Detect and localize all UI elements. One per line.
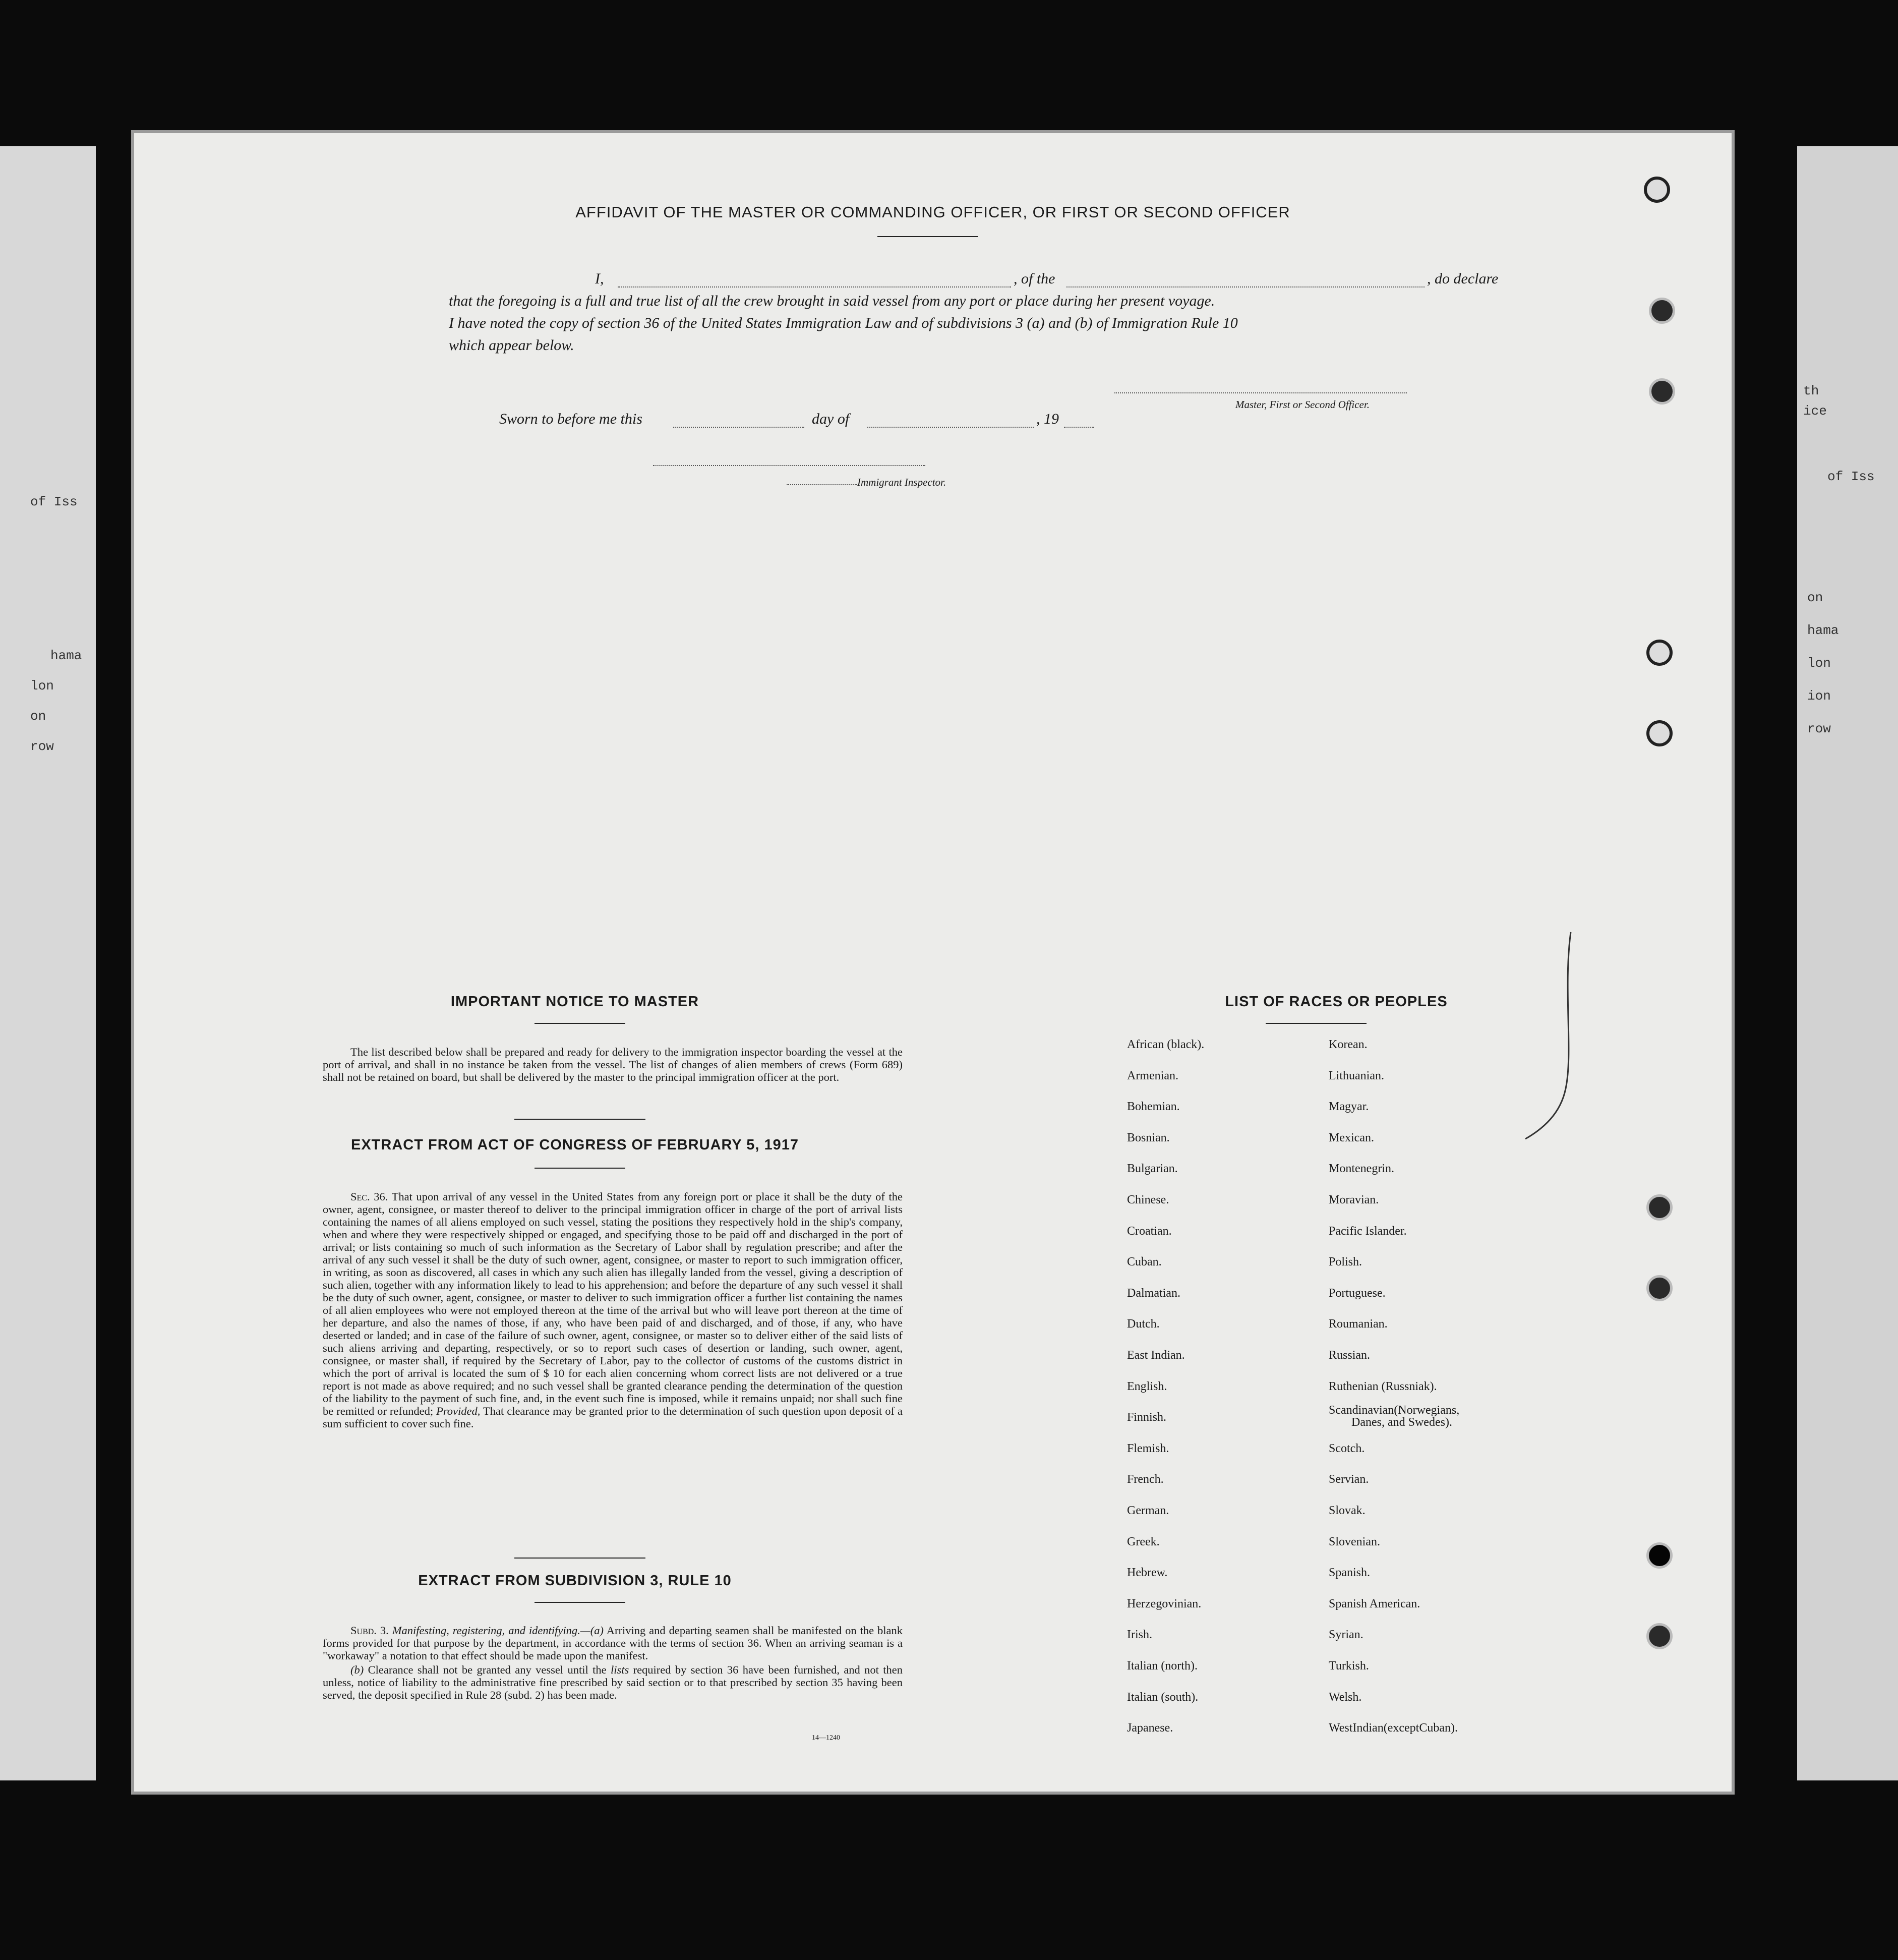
affidavit-line1 — [466, 270, 1556, 291]
race-item: Danes, and Swedes). — [1351, 1416, 1452, 1429]
punch-hole — [1646, 1542, 1673, 1569]
edge-text: lon — [1807, 656, 1831, 671]
race-item: Polish. — [1329, 1255, 1362, 1269]
i-label: I, — [595, 270, 604, 287]
edge-text: of Iss — [1827, 469, 1875, 484]
edge-text: lon — [30, 678, 54, 694]
affidavit-title: AFFIDAVIT OF THE MASTER OR COMMANDING OFFICER, OR FIRST OR SECOND OFFICER — [575, 203, 1290, 221]
race-item: Herzegovinian. — [1127, 1597, 1202, 1610]
adjacent-page-right — [1797, 146, 1898, 1780]
punch-hole — [1646, 720, 1673, 746]
day-field[interactable] — [673, 427, 804, 428]
year-label: , 19 — [1036, 411, 1059, 427]
edge-text: hama — [50, 648, 82, 663]
sworn-label: Sworn to before me this — [499, 411, 642, 427]
edge-text: on — [1807, 590, 1823, 605]
edge-text: ice — [1803, 403, 1827, 419]
race-item: German. — [1127, 1504, 1169, 1517]
title-rule — [877, 236, 978, 237]
race-item: Spanish American. — [1329, 1597, 1420, 1610]
race-item: Scotch. — [1329, 1442, 1365, 1455]
race-item: Japanese. — [1127, 1721, 1173, 1735]
rule-body-b1: Clearance shall not be granted any vessel until the — [368, 1663, 607, 1676]
vessel-field[interactable] — [1066, 286, 1425, 287]
subd-heading: Manifesting, registering, and identifying.—(a) — [392, 1624, 604, 1637]
race-item: Portuguese. — [1329, 1286, 1386, 1300]
adjacent-page-left — [0, 146, 96, 1780]
races-title: LIST OF RACES OR PEOPLES — [1225, 994, 1448, 1010]
rule-text-a — [323, 1624, 903, 1662]
act-body-end: That clearance may be granted prior to the determination of such question upon deposit of a sum sufficient to cover such fine. — [323, 1405, 903, 1430]
race-item: Mexican. — [1329, 1131, 1374, 1144]
race-item: Lithuanian. — [1329, 1069, 1384, 1082]
edge-text: of Iss — [30, 494, 78, 509]
name-field[interactable] — [618, 286, 1011, 287]
race-item: Spanish. — [1329, 1566, 1371, 1580]
race-item: Chinese. — [1127, 1193, 1169, 1206]
rule-rule — [535, 1602, 625, 1603]
edge-text: ion — [1807, 688, 1831, 704]
punch-hole — [1644, 177, 1670, 203]
lists-word: lists — [610, 1663, 629, 1676]
punch-hole — [1646, 1194, 1673, 1221]
race-item: African (black). — [1127, 1038, 1205, 1051]
inspector-field[interactable] — [787, 484, 857, 485]
signature-label: Master, First or Second Officer. — [1235, 398, 1370, 411]
sworn-line — [499, 411, 1256, 431]
edge-text: row — [30, 739, 54, 754]
race-item: Irish. — [1127, 1628, 1152, 1642]
race-item: Dalmatian. — [1127, 1286, 1180, 1300]
race-item: Bosnian. — [1127, 1131, 1170, 1144]
punch-hole — [1646, 1275, 1673, 1301]
race-item: Scandinavian(Norwegians, — [1329, 1404, 1460, 1417]
subd-label: Subd. 3. — [350, 1624, 389, 1637]
rule-text-b — [323, 1663, 903, 1701]
punch-hole — [1649, 298, 1675, 324]
race-item: Pacific Islander. — [1329, 1224, 1407, 1238]
inspector-label: Immigrant Inspector. — [857, 476, 946, 488]
race-item: Syrian. — [1329, 1628, 1363, 1642]
race-item: Greek. — [1127, 1535, 1160, 1548]
race-item: Croatian. — [1127, 1224, 1172, 1238]
race-item: Armenian. — [1127, 1069, 1178, 1082]
race-item: Russian. — [1329, 1349, 1371, 1362]
race-item: Slovenian. — [1329, 1535, 1380, 1548]
rule-title: EXTRACT FROM SUBDIVISION 3, RULE 10 — [418, 1573, 732, 1589]
race-item: Welsh. — [1329, 1690, 1362, 1704]
race-item: Servian. — [1329, 1473, 1369, 1486]
race-item: Cuban. — [1127, 1255, 1162, 1269]
race-item: Moravian. — [1329, 1193, 1379, 1206]
race-item: Montenegrin. — [1329, 1162, 1394, 1176]
edge-text: th — [1803, 383, 1819, 398]
sec-label: Sec. 36. — [350, 1190, 388, 1203]
edge-text: hama — [1807, 623, 1839, 638]
do-declare-label: , do declare — [1427, 270, 1499, 287]
act-text — [323, 1190, 903, 1430]
race-item: Italian (north). — [1127, 1659, 1198, 1673]
race-item: Italian (south). — [1127, 1690, 1199, 1704]
races-rule — [1266, 1023, 1367, 1024]
section-rule — [514, 1119, 645, 1120]
punch-hole — [1649, 378, 1675, 405]
race-item: Bulgarian. — [1127, 1162, 1178, 1176]
race-item: Flemish. — [1127, 1442, 1169, 1455]
form-number: 14—1240 — [812, 1734, 840, 1742]
of-the-label: , of the — [1014, 270, 1055, 287]
race-item: French. — [1127, 1473, 1164, 1486]
race-item: Slovak. — [1329, 1504, 1366, 1517]
race-item: Bohemian. — [1127, 1100, 1180, 1114]
race-item: Turkish. — [1329, 1659, 1369, 1673]
affidavit-line3: I have noted the copy of section 36 of the United States Immigration Law and of subdivisions 3 (a) and (b) of Immigration Rule 10 — [449, 315, 1238, 331]
month-field[interactable] — [867, 427, 1034, 428]
race-item: East Indian. — [1127, 1349, 1185, 1362]
section-rule — [514, 1558, 645, 1559]
b-label: (b) — [350, 1663, 364, 1676]
affidavit-line4: which appear below. — [449, 337, 574, 354]
edge-text: row — [1807, 721, 1831, 736]
notice-text: The list described below shall be prepared and ready for delivery to the immigration inspector boarding the vessel at the port of arrival, and shall in no instance be taken from the vessel. The list of changes of alien members of crews (Form 689) shall not be retained on board, but shall be delivered by the master to the principal immigration officer at the port. — [323, 1046, 903, 1083]
rule-body-a: Arriving and departing seamen shall be manifested on the blank forms provided for that purpose by the department, in accordance with the terms of section 36. When an arriving seaman is a "workaway" a notation to that effect should be made upon the manifest. — [323, 1624, 903, 1662]
form-page — [131, 130, 1735, 1795]
notice-title: IMPORTANT NOTICE TO MASTER — [450, 994, 699, 1010]
inspector-signature-field[interactable] — [653, 465, 925, 466]
notice-rule — [535, 1023, 625, 1024]
year-field[interactable] — [1064, 427, 1094, 428]
act-rule — [535, 1168, 625, 1169]
race-item: English. — [1127, 1379, 1167, 1393]
act-title: EXTRACT FROM ACT OF CONGRESS OF FEBRUARY 5, 1917 — [350, 1137, 799, 1153]
punch-hole — [1646, 1623, 1673, 1649]
edge-text: on — [30, 709, 46, 724]
race-item: Ruthenian (Russniak). — [1329, 1379, 1437, 1393]
punch-hole — [1646, 640, 1673, 666]
race-item: Roumanian. — [1329, 1317, 1388, 1331]
provided-label: Provided, — [436, 1405, 481, 1417]
affidavit-line2: that the foregoing is a full and true list of all the crew brought in said vessel from any port or place during her present voyage. — [449, 293, 1215, 309]
race-item: WestIndian(exceptCuban). — [1329, 1721, 1458, 1735]
race-item: Hebrew. — [1127, 1566, 1168, 1580]
race-item: Finnish. — [1127, 1411, 1167, 1424]
race-item: Korean. — [1329, 1038, 1368, 1051]
race-item: Magyar. — [1329, 1100, 1369, 1114]
day-of-label: day of — [812, 411, 850, 427]
pencil-mark — [1523, 927, 1583, 1149]
act-body: That upon arrival of any vessel in the United States from any foreign port or place it shall be the duty of the owner, agent, consignee, or master thereof to deliver to the principal immigration officer in charge of the port of arrival lists containing the names of all aliens employed on such vessel, stating the positions they respectively hold in the ship's company, when and where they were respectively shipped or engaged, and specifying those to be paid off and discharged in the port of arrival; or lists containing so much of such information as the Secretary of Labor shall by regulation prescribe; and after the arrival of any such vessel it shall be the duty of such owner, agent, consignee, or master to report to such immigration officer, in writing, as soon as discovered, all cases in which any such alien has illegally landed from the vessel, giving a description of such alien, together with any information likely to lead to his apprehension; and before the departure of any such vessel it shall be the duty of such owner, agent, consignee, or master to deliver to such immigration officer a further list containing the names of all alien employees who were not employed thereon at the time of the arrival but who will leave port thereon at the time of her departure, and also the names of those, if any, who have been paid of and discharged, and of those, if any, who have deserted or landed; and in case of the failure of such owner, agent, consignee, or master so to deliver either of the said lists of such aliens arriving and departing, respectively, or so to report such cases of desertion or landing, such owner, agent, consignee, or master shall, if required by the Secretary of Labor, pay to the collector of customs of the customs district in which the port of arrival is located the sum of $ 10 for each alien concerning whom correct lists are not delivered or a true report is not made as above required; and no such vessel shall be granted clearance pending the determination of the question of the liability to the payment of such fine, and, in the event such fine is imposed, while it remains unpaid; nor shall such fine be remitted or refunded; — [323, 1190, 903, 1417]
race-item: Dutch. — [1127, 1317, 1160, 1331]
signature-field[interactable] — [1114, 392, 1407, 393]
rule-body-b2: required by section 36 have been furnished, and not then unless, notice of liability to the administrative fine prescribed by said section or to that prescribed by section 35 having been served, the deposit specified in Rule 28 (subd. 2) has been made. — [323, 1663, 903, 1701]
